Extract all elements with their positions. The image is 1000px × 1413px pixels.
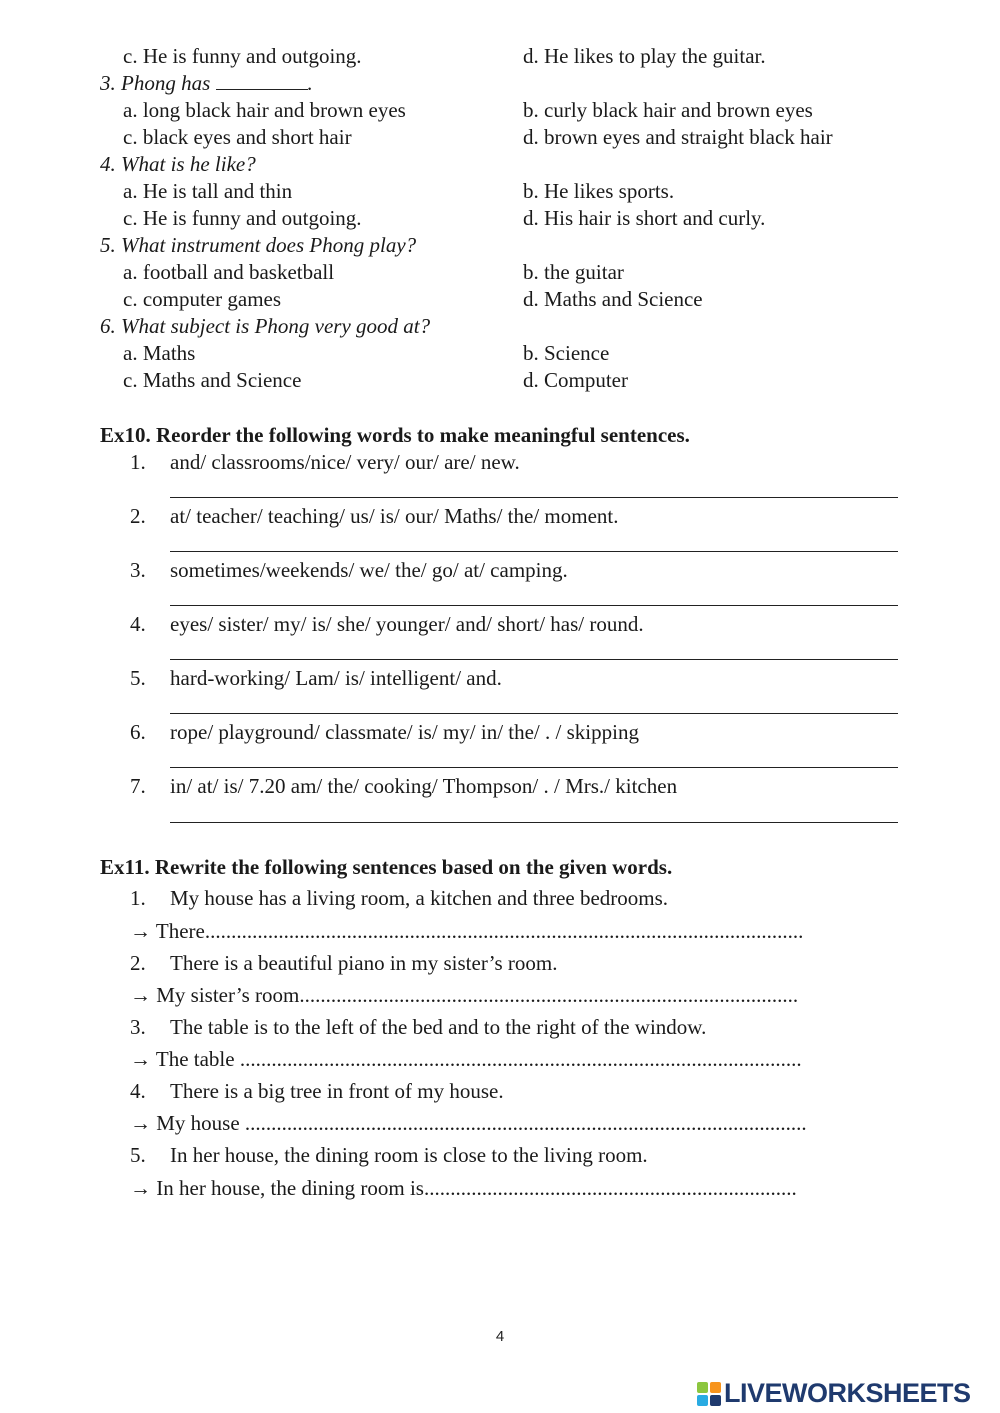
option-b: b. He likes sports. (523, 179, 675, 203)
option-a: a. He is tall and thin (123, 179, 293, 203)
original-sentence: There is a beautiful piano in my sister’s room. (170, 951, 558, 975)
item-number: 2. (130, 951, 146, 975)
option-d: d. Computer (523, 368, 628, 392)
option-a: a. football and basketball (123, 260, 335, 284)
question-3-prefix: 3. Phong has (100, 71, 211, 95)
option-c: c. He is funny and outgoing. (123, 206, 362, 230)
option-a: a. long black hair and brown eyes (123, 98, 406, 122)
liveworksheets-logo[interactable] (697, 1378, 971, 1409)
reorder-words: hard-working/ Lam/ is/ intelligent/ and. (170, 666, 502, 690)
option-d: d. brown eyes and straight black hair (523, 125, 833, 149)
reorder-words: eyes/ sister/ my/ is/ she/ younger/ and/ short/ has/ round. (170, 612, 644, 636)
option-c: c. computer games (123, 287, 282, 311)
reorder-words: at/ teacher/ teaching/ us/ is/ our/ Maths/ the/ moment. (170, 504, 619, 528)
rewrite-answer-line[interactable]: → There.................................................................................................................. (130, 919, 804, 943)
question-5: 5. What instrument does Phong play? (100, 233, 417, 257)
option-b: b. Science (523, 341, 610, 365)
answer-line[interactable] (170, 822, 898, 823)
original-sentence: There is a big tree in front of my house. (170, 1079, 504, 1103)
exercise-10-heading: Ex10. Reorder the following words to make meaningful sentences. (100, 423, 690, 447)
item-number: 3. (130, 1015, 146, 1039)
answer-blank[interactable] (216, 71, 308, 90)
option-b: b. the guitar (523, 260, 624, 284)
item-number: 1. (130, 450, 146, 474)
reorder-words: in/ at/ is/ 7.20 am/ the/ cooking/ Thompson/ . / Mrs./ kitchen (170, 774, 678, 798)
option-a: a. Maths (123, 341, 196, 365)
option-d: d. His hair is short and curly. (523, 206, 766, 230)
question-4: 4. What is he like? (100, 152, 256, 176)
exercise-11-heading: Ex11. Rewrite the following sentences based on the given words. (100, 855, 673, 879)
option-c: c. He is funny and outgoing. (123, 44, 362, 68)
answer-line[interactable] (170, 605, 898, 606)
rewrite-answer-line[interactable]: → My sister’s room............................................................................................... (130, 983, 799, 1007)
answer-line[interactable] (170, 659, 898, 660)
item-number: 6. (130, 720, 146, 744)
question-6: 6. What subject is Phong very good at? (100, 314, 431, 338)
option-c: c. black eyes and short hair (123, 125, 352, 149)
liveworksheets-logo-icon (697, 1382, 721, 1406)
answer-line[interactable] (170, 551, 898, 552)
item-number: 7. (130, 774, 146, 798)
answer-line[interactable] (170, 497, 898, 498)
rewrite-answer-line[interactable]: → The table ........................................................................................................... (130, 1047, 802, 1071)
original-sentence: My house has a living room, a kitchen and three bedrooms. (170, 886, 669, 910)
item-number: 4. (130, 1079, 146, 1103)
item-number: 5. (130, 666, 146, 690)
answer-line[interactable] (170, 713, 898, 714)
item-number: 1. (130, 886, 146, 910)
page-number: 4 (495, 1328, 505, 1345)
item-number: 5. (130, 1143, 146, 1167)
original-sentence: In her house, the dining room is close to the living room. (170, 1143, 648, 1167)
reorder-words: and/ classrooms/nice/ very/ our/ are/ new. (170, 450, 520, 474)
question-3 (100, 70, 313, 97)
reorder-words: rope/ playground/ classmate/ is/ my/ in/ the/ . / skipping (170, 720, 639, 744)
item-number: 3. (130, 558, 146, 582)
option-c: c. Maths and Science (123, 368, 302, 392)
option-d: d. He likes to play the guitar. (523, 44, 766, 68)
item-number: 4. (130, 612, 146, 636)
original-sentence: The table is to the left of the bed and to the right of the window. (170, 1015, 707, 1039)
liveworksheets-logo-text: LIVEWORKSHEETS (724, 1378, 971, 1408)
answer-line[interactable] (170, 767, 898, 768)
option-b: b. curly black hair and brown eyes (523, 98, 813, 122)
item-number: 2. (130, 504, 146, 528)
reorder-words: sometimes/weekends/ we/ the/ go/ at/ camping. (170, 558, 568, 582)
rewrite-answer-line[interactable]: → My house ........................................................................................................... (130, 1111, 807, 1135)
option-d: d. Maths and Science (523, 287, 703, 311)
question-3-suffix: . (307, 71, 313, 95)
rewrite-answer-line[interactable]: → In her house, the dining room is....................................................................... (130, 1176, 797, 1200)
